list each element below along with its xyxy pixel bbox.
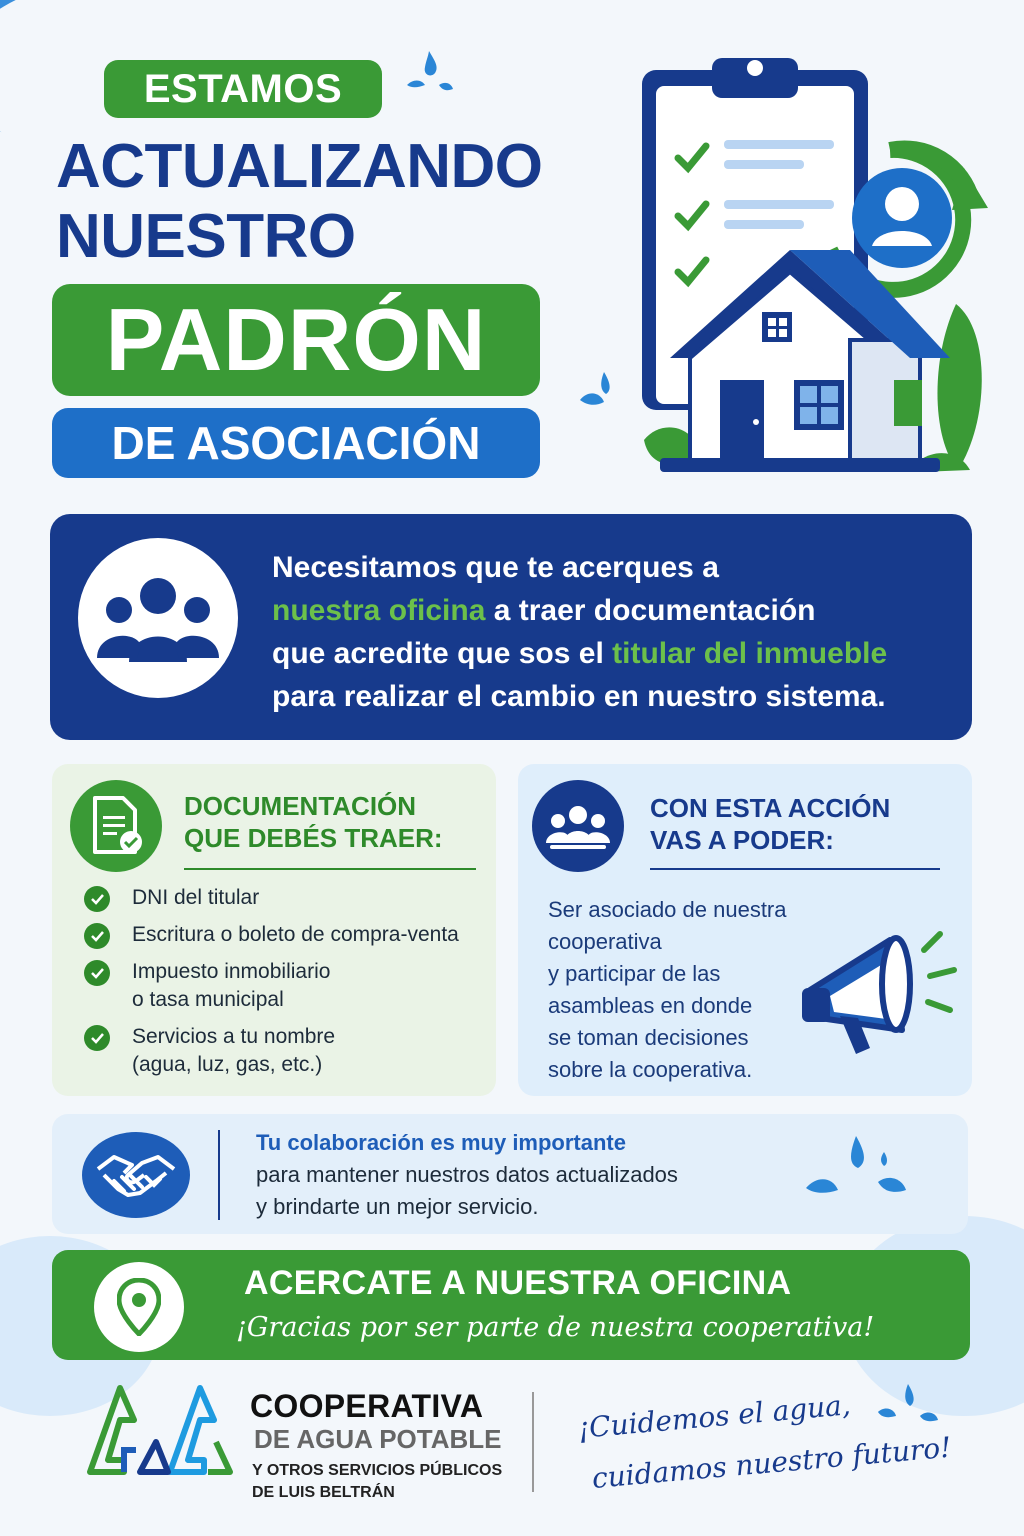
water-drop-icon — [580, 372, 610, 405]
check-icon — [84, 923, 110, 949]
people-icon — [78, 538, 238, 698]
collaboration-line-2: para mantener nuestros datos actualizados — [256, 1162, 678, 1187]
org-name-line-4: DE LUIS BELTRÁN — [252, 1484, 395, 1501]
padron-title: PADRÓN — [52, 284, 540, 396]
asociacion-subtitle: DE ASOCIACIÓN — [52, 408, 540, 478]
cta-subtitle: ¡Gracias por ser parte de nuestra cooperativa! — [236, 1312, 875, 1343]
estamos-badge: ESTAMOS — [104, 60, 382, 118]
info-line-4: para realizar el cambio en nuestro sistema. — [272, 680, 886, 713]
hero-illustration — [560, 40, 990, 500]
org-name-line-3: Y OTROS SERVICIOS PÚBLICOS — [252, 1462, 503, 1479]
title-line-2: NUESTRO — [56, 202, 356, 271]
document-check-icon — [70, 780, 162, 872]
location-pin-icon — [94, 1262, 184, 1352]
collaboration-heading: Tu colaboración es muy importante — [256, 1130, 626, 1155]
org-name: COOPERATIVA — [250, 1388, 484, 1424]
cooperative-logo — [80, 1380, 250, 1480]
info-line-1: Necesitamos que te acerques a — [272, 551, 719, 584]
check-icon — [84, 886, 110, 912]
water-drop-icon — [800, 1132, 910, 1212]
title-line-1: ACTUALIZANDO — [56, 132, 543, 201]
divider — [532, 1392, 534, 1492]
list-item: Escritura o boleto de compra-venta — [84, 921, 494, 949]
info-message — [272, 546, 962, 718]
handshake-icon — [82, 1132, 190, 1218]
check-icon — [84, 1025, 110, 1051]
list-item: Impuesto inmobiliario o tasa municipal — [84, 958, 494, 1014]
slogan-line-1: ¡Cuidemos el agua, — [576, 1388, 852, 1445]
benefits-title: CON ESTA ACCIÓN VAS A PODER: — [650, 793, 891, 855]
divider — [184, 868, 476, 870]
highlight-owner: titular del inmueble — [612, 637, 888, 670]
megaphone-icon — [790, 920, 960, 1070]
slogan-line-2: cuidamos nuestro futuro! — [590, 1430, 953, 1495]
divider — [218, 1130, 220, 1220]
cta-title: ACERCATE A NUESTRA OFICINA — [244, 1264, 792, 1302]
water-drop-icon — [395, 45, 455, 105]
info-line-2: nuestra oficina a traer documentación — [272, 594, 816, 627]
org-name-line-2: DE AGUA POTABLE — [254, 1424, 502, 1454]
info-line-3: que acredite que sos el titular del inmueble — [272, 637, 888, 670]
documents-list — [84, 884, 494, 1088]
list-item: DNI del titular — [84, 884, 494, 912]
check-icon — [84, 960, 110, 986]
benefits-text: Ser asociado de nuestra cooperativa y participar de las asambleas en donde se toman decisiones sobre la cooperativa. — [548, 897, 787, 1082]
documents-title: DOCUMENTACIÓN QUE DEBÉS TRAER: — [184, 791, 443, 853]
water-drop-icon — [872, 1382, 942, 1442]
divider — [650, 868, 940, 870]
highlight-office: nuestra oficina — [272, 594, 486, 627]
group-icon — [532, 780, 624, 872]
list-item: Servicios a tu nombre (agua, luz, gas, etc.) — [84, 1023, 494, 1079]
collaboration-line-3: y brindarte un mejor servicio. — [256, 1194, 539, 1219]
